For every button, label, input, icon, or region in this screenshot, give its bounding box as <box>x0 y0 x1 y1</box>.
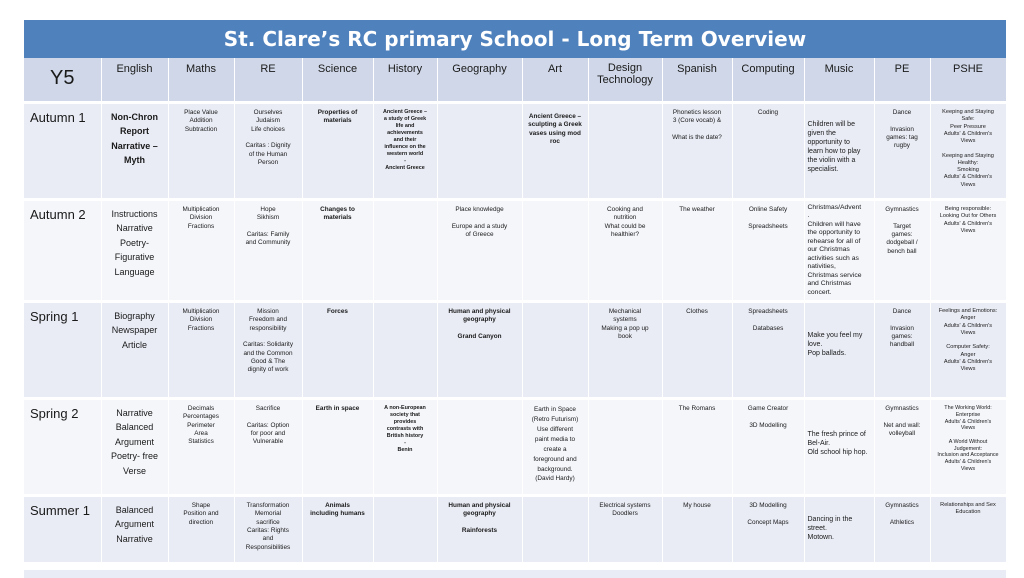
science-cell: Changes to materials <box>302 200 373 302</box>
dt-cell <box>588 103 662 200</box>
col-dt: Design Technology <box>588 58 662 103</box>
english-cell: Biography Newspaper Article <box>101 302 168 399</box>
spanish-cell: My house <box>662 496 732 562</box>
col-art: Art <box>522 58 588 103</box>
pe-cell: Gymnastics Athletics <box>874 496 930 562</box>
spanish-cell: Clothes <box>662 302 732 399</box>
art-cell <box>522 200 588 302</box>
history-cell: A non-European society that provides contrasts with British history - Benin <box>373 399 437 496</box>
pe-cell: Dance Invasion games: handball <box>874 302 930 399</box>
music-cell: The fresh prince of Bel-Air. Old school hip hop. <box>804 399 874 496</box>
dt-cell: Cooking and nutrition What could be healthier? <box>588 200 662 302</box>
maths-cell: Multiplication Division Fractions <box>168 302 234 399</box>
history-cell: Ancient Greece – a study of Greek life and achievements and their influence on the western world - Ancient Greece <box>373 103 437 200</box>
english-cell: Narrative Balanced Argument Poetry- free Verse <box>101 399 168 496</box>
col-maths: Maths <box>168 58 234 103</box>
term-row-spring-1 <box>24 302 1006 399</box>
pe-cell: Dance Invasion games: tag rugby <box>874 103 930 200</box>
col-re: RE <box>234 58 302 103</box>
english-cell: Non-Chron Report Narrative – Myth <box>101 103 168 200</box>
music-cell: Christmas/Advent . Children will have the opportunity to rehearse for all of our Christmas activities such as nativities, Christmas service and Christmas concert. <box>804 200 874 302</box>
term-label: Spring 1 <box>24 302 101 399</box>
science-cell: Properties of materials <box>302 103 373 200</box>
col-history: History <box>373 58 437 103</box>
geography-cell <box>437 399 522 496</box>
col-english: English <box>101 58 168 103</box>
science-cell: Animals including humans <box>302 496 373 562</box>
computing-cell: Game Creator 3D Modelling <box>732 399 804 496</box>
geography-cell <box>437 103 522 200</box>
next-row-strip <box>24 570 1006 578</box>
term-row-autumn-1 <box>24 103 1006 200</box>
pshe-cell: The Working World: Enterprise Adults' & Children's Views A World Without Judgement: Inclusion and Acceptance Adults' & Children's Views <box>930 399 1006 496</box>
pshe-cell: Feelings and Emotions: Anger Adults' & Children's Views Computer Safety: Anger Adults' & Children's Views <box>930 302 1006 399</box>
overview-table <box>24 58 1007 562</box>
re-cell: Ourselves Judaism Life choices Caritas : Dignity of the Human Person <box>234 103 302 200</box>
maths-cell: Shape Position and direction <box>168 496 234 562</box>
history-cell <box>373 496 437 562</box>
pshe-cell: Being responsible: Looking Out for Others Adults' & Children's Views <box>930 200 1006 302</box>
science-cell: Forces <box>302 302 373 399</box>
spanish-cell: Phonetics lesson 3 (Core vocab) & What is the date? <box>662 103 732 200</box>
science-cell: Earth in space <box>302 399 373 496</box>
computing-cell: Spreadsheets Databases <box>732 302 804 399</box>
re-cell: Sacrifice Caritas: Option for poor and Vulnerable <box>234 399 302 496</box>
col-pe: PE <box>874 58 930 103</box>
term-label: Autumn 1 <box>24 103 101 200</box>
term-row-spring-2 <box>24 399 1006 496</box>
re-cell: Transformation Memorial sacrifice Caritas: Rights and Responsibilities <box>234 496 302 562</box>
dt-cell: Mechanical systems Making a pop up book <box>588 302 662 399</box>
term-row-summer-1 <box>24 496 1006 562</box>
art-cell: Earth in Space (Retro Futurism) Use different paint media to create a foreground and background. (David Hardy) <box>522 399 588 496</box>
spanish-cell: The weather <box>662 200 732 302</box>
col-music: Music <box>804 58 874 103</box>
re-cell: Mission Freedom and responsibility Caritas: Solidarity and the Common Good & The dignity of work <box>234 302 302 399</box>
pshe-cell: Relationships and Sex Education <box>930 496 1006 562</box>
term-label: Summer 1 <box>24 496 101 562</box>
year-label: Y5 <box>24 58 101 103</box>
term-label: Spring 2 <box>24 399 101 496</box>
term-row-autumn-2 <box>24 200 1006 302</box>
english-cell: Instructions Narrative Poetry- Figurative Language <box>101 200 168 302</box>
dt-cell: Electrical systems Doodlers <box>588 496 662 562</box>
art-cell <box>522 496 588 562</box>
geography-cell: Human and physical geography Grand Canyon <box>437 302 522 399</box>
pe-cell: Gymnastics Net and wall: volleyball <box>874 399 930 496</box>
maths-cell: Decimals Percentages Perimeter Area Statistics <box>168 399 234 496</box>
col-pshe: PSHE <box>930 58 1006 103</box>
music-cell: Children will be given the opportunity to learn how to play the violin with a specialist. <box>804 103 874 200</box>
page-title: St. Clare’s RC primary School - Long Term Overview <box>24 20 1006 58</box>
maths-cell: Multiplication Division Fractions <box>168 200 234 302</box>
music-cell: Dancing in the street. Motown. <box>804 496 874 562</box>
computing-cell: Coding <box>732 103 804 200</box>
term-label: Autumn 2 <box>24 200 101 302</box>
col-geography: Geography <box>437 58 522 103</box>
spanish-cell: The Romans <box>662 399 732 496</box>
computing-cell: Online Safety Spreadsheets <box>732 200 804 302</box>
re-cell: Hope Sikhism Caritas: Family and Community <box>234 200 302 302</box>
col-computing: Computing <box>732 58 804 103</box>
geography-cell: Human and physical geography Rainforests <box>437 496 522 562</box>
history-cell <box>373 200 437 302</box>
maths-cell: Place Value Addition Subtraction <box>168 103 234 200</box>
english-cell: Balanced Argument Narrative <box>101 496 168 562</box>
header-row <box>24 58 1006 103</box>
col-spanish: Spanish <box>662 58 732 103</box>
computing-cell: 3D Modelling Concept Maps <box>732 496 804 562</box>
history-cell <box>373 302 437 399</box>
dt-cell <box>588 399 662 496</box>
pe-cell: Gymnastics Target games: dodgeball / bench ball <box>874 200 930 302</box>
music-cell: Make you feel my love. Pop ballads. <box>804 302 874 399</box>
geography-cell: Place knowledge Europe and a study of Greece <box>437 200 522 302</box>
pshe-cell: Keeping and Staying Safe: Peer Pressure Adults' & Children's Views Keeping and Staying Healthy: Smoking Adults' & Children's Views <box>930 103 1006 200</box>
art-cell: Ancient Greece – sculpting a Greek vases using mod roc <box>522 103 588 200</box>
art-cell <box>522 302 588 399</box>
col-science: Science <box>302 58 373 103</box>
